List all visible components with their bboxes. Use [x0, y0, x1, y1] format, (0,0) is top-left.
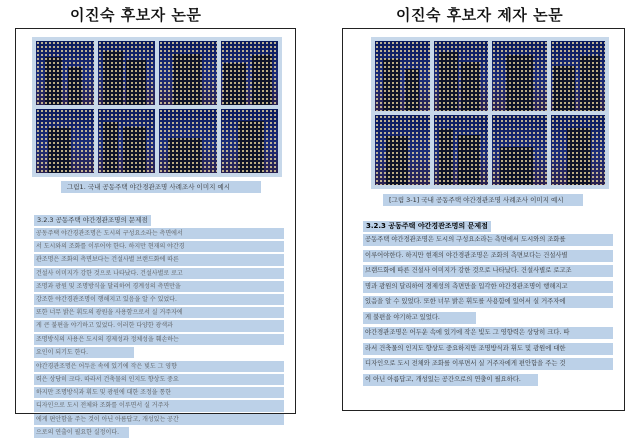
paragraph: [363, 327, 613, 386]
text-line: 요인이 되기도 한다.: [34, 347, 134, 358]
night-photo: [434, 41, 489, 111]
figure-caption: 그림1. 국내 공동주택 야간경관조명 사례조사 이미지 예시: [61, 181, 261, 193]
text-line: 또한 너무 밝은 휘도의 광원을 사용함으로서 실 거주자에: [34, 307, 284, 318]
section-title: 3.2.3 공동주택 야간경관조명의 문제점: [34, 215, 151, 226]
right-heading: 이진숙 후보자 제자 논문: [396, 6, 564, 24]
figure-caption: [그림 3-1] 국내 공동주택 야간경관조명 사례조사 이미지 예시: [383, 194, 583, 206]
left-document-page: [15, 28, 296, 436]
paragraph: [34, 361, 284, 438]
night-photo: [375, 115, 430, 185]
night-photo: [221, 41, 279, 105]
body-text: [363, 213, 613, 389]
night-photo: [551, 41, 606, 111]
text-line: 명과 광원의 달리하여 경제성의 측면만을 입각한 야간경관조명이 행해지고: [363, 281, 613, 293]
text-line: 이루어야한다. 하지만 현재의 야간경관조명은 조화의 측면보다는 건설사별: [363, 250, 613, 262]
text-line: 야간경관조명은 어두운 속에 있기에 작은 빛도 그 영향: [34, 361, 284, 372]
night-photo: [98, 109, 156, 173]
text-line: 게 큰 불편을 야기하고 있었다. 이러한 다양한 광색과: [34, 320, 284, 331]
paragraph: [34, 228, 284, 358]
text-line: 건설사 이미지가 강한 것으로 나타났다. 건설사별로 로고: [34, 268, 284, 279]
body-text: [34, 207, 284, 441]
text-line: 서 도시와의 조화를 이루어야 한다. 하지만 현재의 야간경: [34, 241, 284, 252]
night-photo: [434, 115, 489, 185]
night-photo: [159, 41, 217, 105]
text-line: 하지만 조명방식과 휘도 및 광원에 대한 조정을 통한: [34, 387, 284, 398]
text-line: 라서 건축물의 인지도 향상도 중요하지만 조명방식과 휘도 및 광원에 대한: [363, 343, 613, 355]
section-title: 3.2.3 공동주택 야간경관조명의 문제점: [363, 221, 491, 232]
night-photo: [36, 41, 94, 105]
text-line: 조명방식의 사용은 도시의 경제성과 정체성을 훼손하는: [34, 334, 284, 345]
night-photo: [221, 109, 279, 173]
text-line: 브랜드화에 따른 건설사 이미지가 강한 것으로 나타났다. 건설사별로 로고조: [363, 265, 613, 277]
text-line: 야간경관조명은 어두운 속에 있기에 작은 빛도 그 영향력은 상당히 크다. 따: [363, 327, 613, 339]
text-line: 이 아닌 아름답고, 개성있는 공간으로의 연출이 필요하다.: [363, 374, 538, 386]
text-line: 있음을 알 수 있었다. 또한 너무 밝은 휘도를 사용함에 있어서 실 거주자에: [363, 296, 613, 308]
text-line: 공동주택 야간경관조명은 도시의 구성요소라는 측면에서 도시와의 조화를: [363, 234, 613, 246]
text-line: 관조명은 조화의 측면보다는 건설사별 브랜드화에 따른: [34, 254, 284, 265]
text-line: 디자인으로 도시 전체와 조화를 이루면서 실 거주자에게 편안함을 주는 것: [363, 358, 613, 370]
night-photo-grid: [371, 37, 609, 189]
text-line: 으로의 연출이 필요한 실정이다.: [34, 427, 129, 438]
text-line: 에게 편안함을 주는 것이 아닌 아름답고, 개성있는 공간: [34, 414, 284, 425]
paragraph: [363, 234, 613, 324]
night-photo: [159, 109, 217, 173]
night-photo: [492, 115, 547, 185]
left-heading: 이진숙 후보자 논문: [70, 6, 202, 24]
night-photo: [36, 109, 94, 173]
night-photo-grid: [32, 37, 282, 177]
text-line: 력은 상당히 크다. 따라서 건축물의 인지도 향상도 중요: [34, 374, 284, 385]
right-document-page: [342, 28, 625, 411]
night-photo: [375, 41, 430, 111]
text-line: 디자인으로 도시 전체와 조화를 이루면서 실 거주자: [34, 400, 284, 411]
night-photo: [551, 115, 606, 185]
text-line: 강조한 야간경관조명이 행해지고 있음을 알 수 있었다.: [34, 294, 284, 305]
text-line: 공동주택 야간경관조명은 도시의 구성요소라는 측면에서: [34, 228, 284, 239]
text-line: 조명과 광원 및 조명방식을 달리하여 경계성의 측면만을: [34, 281, 284, 292]
text-line: 게 불편을 야기하고 있었다.: [363, 312, 476, 324]
night-photo: [492, 41, 547, 111]
night-photo: [98, 41, 156, 105]
